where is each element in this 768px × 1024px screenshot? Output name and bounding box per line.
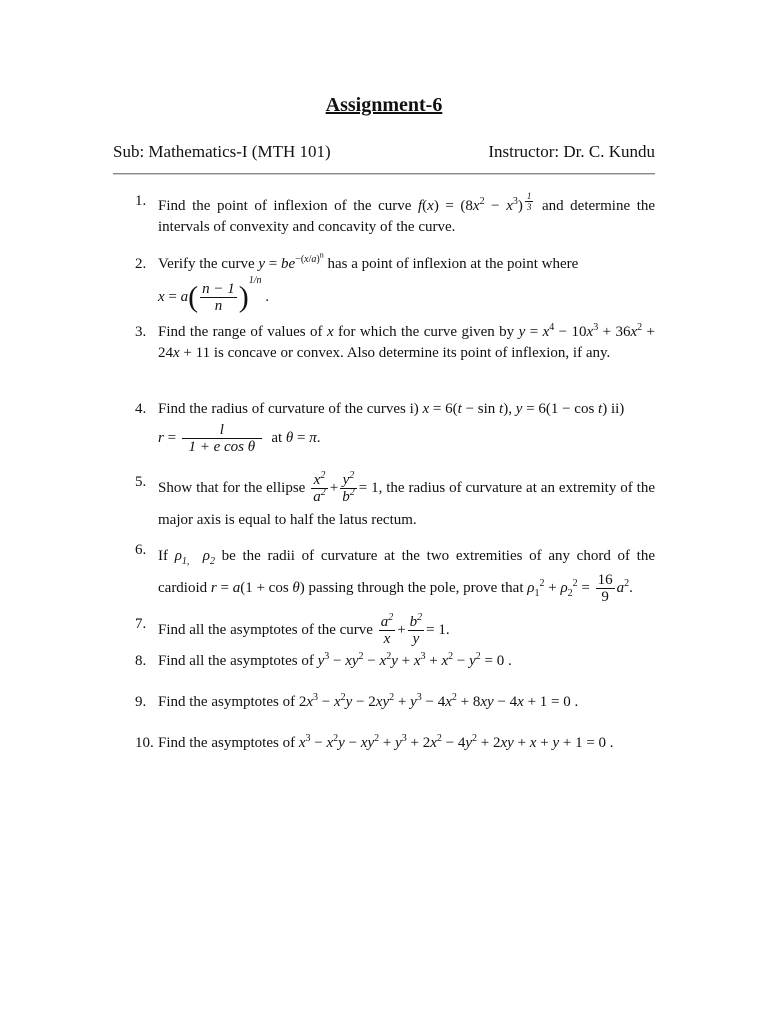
question-text-part: .: [265, 289, 270, 305]
question-number: 7.: [135, 616, 147, 632]
question-text-part: Find the range of values of: [158, 324, 323, 340]
math-variable: x: [326, 324, 334, 340]
question-9: [135, 692, 655, 713]
question-number: 4.: [135, 401, 147, 417]
question-text-part: and determine the intervals of convexity and concavity of the curve.: [158, 197, 656, 235]
math-expression: $x^3 - x^2y - xy^2 + y^3 + 2x^2 - 4y^2 + 2xy + x + y + 1 = 0$ .: [298, 733, 614, 751]
question-text-part: Find the radius of curvature of the curves i): [158, 401, 419, 417]
question-text-part: Find the asymptotes of: [158, 694, 296, 710]
question-text-part: Find all the asymptotes of the curve: [158, 621, 373, 638]
question-8: [135, 651, 655, 672]
question-text-part: Find all the asymptotes of: [158, 653, 314, 669]
question-text: [158, 651, 655, 672]
question-text-part: passing through the pole, prove that: [308, 580, 524, 596]
math-expression: $y^3 - xy^2 - x^2y + x^3 + x^2 - y^2 = 0$ .: [317, 651, 512, 669]
question-number: 8.: [135, 653, 147, 669]
math-expression: $y = be^{-(x/a)^n}$: [258, 250, 324, 272]
question-text-part: If: [158, 548, 168, 564]
math-expression: $2x^3 - x^2y - 2xy^2 + y^3 - 4x^2 + 8xy - 4x + 1 = 0$ .: [298, 692, 579, 710]
math-expression: r = $\frac{l}{\text{1 + e cos θ}}$ at θ = π.: [158, 422, 321, 455]
question-text: Find the point of inflexion of the curve $f(x) = (8x^2 - x^3)$ $^{\frac{1}{3}}$ and determine the intervals of convexity and concavity of the curve.: [158, 191, 656, 235]
math-expression: x = 6(t − sin t), y = 6(1 − cos t): [422, 401, 608, 417]
question-text-part: be the radii of curvature at the two extremities of any chord of the cardioid: [158, 548, 655, 596]
math-expression: $\rho_1^2 + \rho_2^2$ = $\frac{16}{9}$ $a^2$: [527, 572, 630, 606]
question-number: 1.: [135, 193, 147, 209]
question-10: [135, 733, 655, 754]
question-text-part: Find the point of inflexion of the curve: [158, 197, 412, 214]
question-4: [135, 399, 655, 455]
question-number: 6.: [135, 542, 147, 558]
question-text-part: the radius of curvature at an extremity of the major axis is equal to half the latus rectum.: [158, 479, 655, 528]
question-text-part: is concave or convex. Also determine its point of inflexion, if any.: [213, 345, 611, 361]
math-expression: x = a( $\frac{n - 1}{n}$ )$^{1/n}$ .: [158, 275, 270, 315]
question-text: [158, 614, 655, 647]
question-number: 5.: [135, 474, 147, 490]
question-text: [158, 472, 655, 535]
question-text: [158, 399, 655, 455]
question-3: [135, 322, 655, 364]
question-number: 9.: [135, 694, 147, 710]
math-expression: $\frac{x^2}{a^2}$ + $\frac{y^2}{b^2}$ = 1,: [313, 470, 383, 505]
page-title: Assignment-6: [325, 94, 443, 116]
math-expression: f: [417, 197, 423, 214]
math-expression: $\frac{a^2}{x}$ + $\frac{b^2}{y}$ = 1.: [380, 612, 450, 647]
question-text-part: Show that for the ellipse: [158, 479, 306, 496]
question-text: [158, 250, 655, 315]
math-expression: r = a(1 + cos θ): [210, 580, 305, 596]
math-expression: $y = x^4 - 10x^3 + 36x^2 + 24x + 11$: [158, 322, 656, 361]
question-text: [158, 540, 655, 605]
question-text-part: .: [629, 580, 633, 596]
math-expression: $\rho_{1,}$ $\rho_2$: [174, 548, 215, 567]
question-2: [135, 250, 655, 315]
question-text: [158, 322, 655, 364]
question-text-part: ii): [610, 401, 625, 417]
question-text: [158, 733, 655, 754]
question-7: [135, 614, 655, 647]
header-divider: [113, 173, 655, 174]
question-text-part: has a point of inflexion at the point where: [327, 256, 579, 272]
instructor-line: Instructor: Dr. C. Kundu: [488, 142, 655, 161]
question-5: [135, 472, 655, 535]
subject-line: Sub: Mathematics-I (MTH 101): [113, 142, 331, 161]
question-text-part: Verify the curve: [158, 256, 255, 272]
question-number: 10.: [135, 735, 154, 751]
question-text: [158, 692, 655, 713]
question-number: 3.: [135, 324, 147, 340]
question-text-part: Find the asymptotes of: [158, 735, 296, 751]
question-number: 2.: [135, 256, 147, 272]
question-text-part: for which the curve given by: [338, 324, 515, 340]
question-1: [135, 191, 655, 238]
question-6: [135, 540, 655, 605]
